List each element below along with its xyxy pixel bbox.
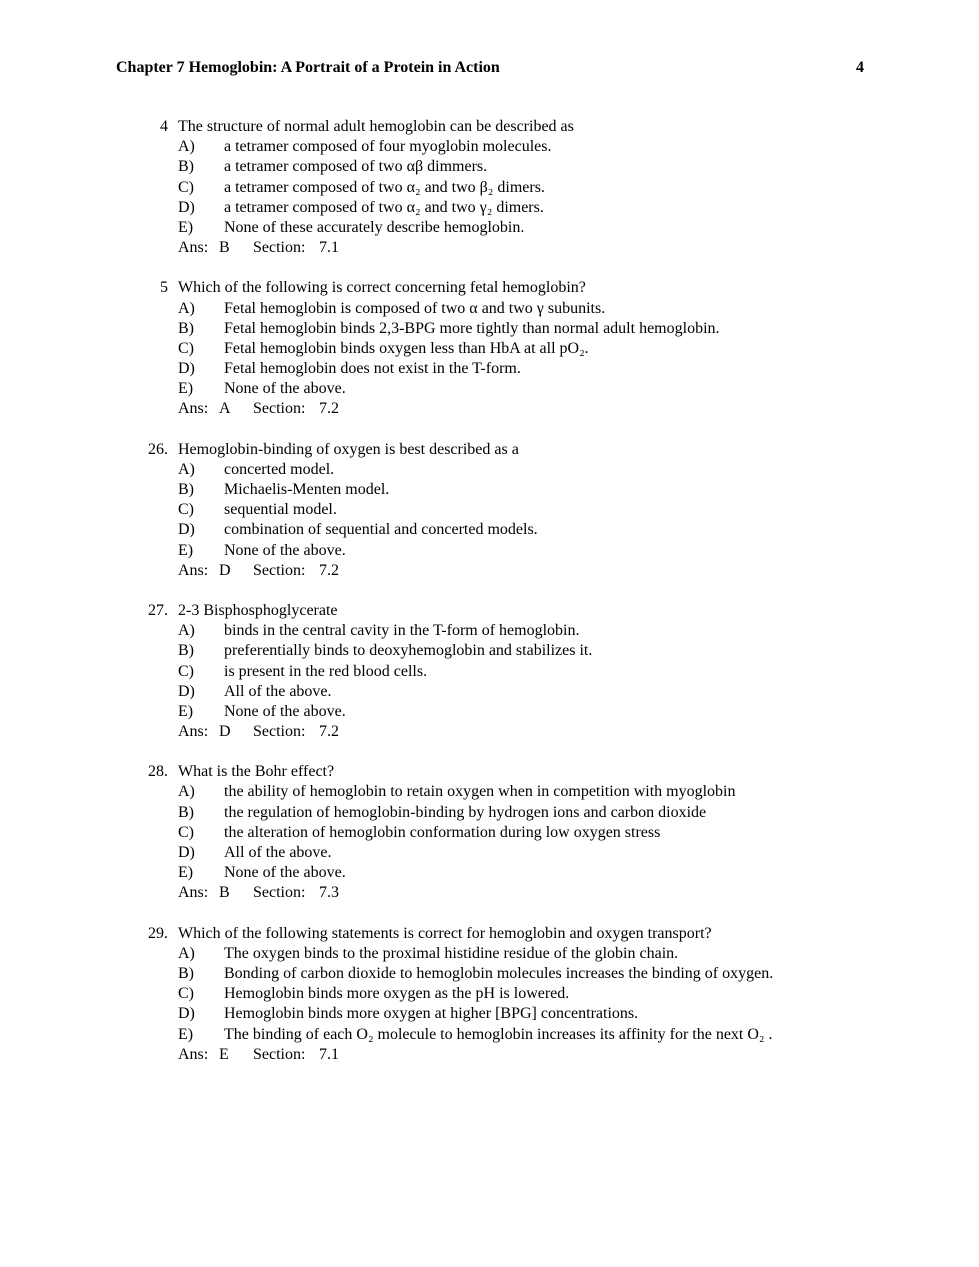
option-letter: B)	[178, 319, 194, 337]
option-text: None of the above.	[224, 702, 346, 720]
answer-option	[0, 682, 979, 702]
option-letter: B)	[178, 803, 194, 821]
option-text: Fetal hemoglobin binds oxygen less than HbA at all pO₂.	[224, 339, 589, 357]
option-text: Michaelis-Menten model.	[224, 481, 390, 498]
answer-option	[0, 964, 979, 984]
answer-option	[0, 1025, 979, 1045]
answer-option	[0, 843, 979, 863]
section-value: 7.1	[319, 239, 339, 257]
option-text: All of the above.	[224, 844, 332, 861]
answer-option	[0, 460, 979, 480]
option-letter: C)	[178, 823, 194, 841]
option-text: concerted model.	[224, 460, 335, 478]
question-stem-line	[0, 440, 979, 460]
option-text: the ability of hemoglobin to retain oxygen when in competition with myoglobin	[224, 783, 736, 801]
answer-option	[0, 823, 979, 843]
answer-label: Ans:	[178, 400, 209, 418]
option-text: All of the above.	[224, 682, 332, 700]
option-letter: E)	[178, 702, 194, 720]
option-letter: A)	[178, 944, 195, 962]
option-text: preferentially binds to deoxyhemoglobin and stabilizes it.	[224, 642, 593, 660]
answer-key-line	[0, 238, 979, 258]
answer-value: E	[219, 1045, 229, 1063]
option-text: None of these accurately describe hemoglobin.	[224, 218, 525, 236]
section-value: 7.3	[319, 884, 339, 902]
question-stem-line	[0, 278, 979, 298]
question-stem: Hemoglobin-binding of oxygen is best described as a	[178, 440, 519, 458]
option-text: a tetramer composed of two αβ dimmers.	[224, 158, 488, 176]
answer-value: D	[219, 561, 231, 579]
option-text: the alteration of hemoglobin conformation during low oxygen stress	[224, 823, 661, 841]
option-letter: E)	[178, 864, 194, 882]
question-list	[0, 117, 979, 1085]
section-label: Section:	[253, 1045, 306, 1063]
question-stem: Which of the following is correct concerning fetal hemoglobin?	[178, 279, 586, 297]
option-letter: C)	[178, 662, 194, 680]
option-letter: D)	[178, 521, 195, 539]
option-letter: B)	[178, 481, 194, 498]
question-number: 26.	[148, 440, 168, 458]
section-value: 7.1	[319, 1045, 339, 1063]
option-text: Fetal hemoglobin binds 2,3-BPG more tightly than normal adult hemoglobin.	[224, 319, 720, 337]
answer-option	[0, 319, 979, 339]
option-letter: D)	[178, 1005, 195, 1023]
chapter-title: Chapter 7 Hemoglobin: A Portrait of a Protein in Action	[116, 59, 500, 76]
answer-value: B	[219, 884, 230, 902]
option-text: a tetramer composed of two α₂ and two γ₂ dimers.	[224, 198, 544, 216]
answer-option	[0, 137, 979, 157]
answer-option	[0, 359, 979, 379]
answer-value: D	[219, 723, 231, 741]
option-letter: A)	[178, 299, 195, 317]
answer-value: A	[219, 400, 231, 418]
answer-option	[0, 641, 979, 661]
section-label: Section:	[253, 561, 306, 579]
question-item	[0, 117, 979, 258]
question-item	[0, 601, 979, 742]
option-text: The oxygen binds to the proximal histidine residue of the globin chain.	[224, 944, 679, 962]
option-letter: A)	[178, 622, 195, 640]
question-number: 28.	[148, 763, 168, 781]
answer-option	[0, 198, 979, 218]
section-label: Section:	[253, 884, 306, 902]
option-letter: D)	[178, 198, 195, 216]
question-item	[0, 440, 979, 581]
question-stem: The structure of normal adult hemoglobin can be described as	[178, 118, 574, 135]
answer-option	[0, 520, 979, 540]
answer-option	[0, 863, 979, 883]
option-letter: D)	[178, 844, 195, 861]
option-text: None of the above.	[224, 541, 346, 559]
option-text: None of the above.	[224, 380, 346, 398]
option-letter: C)	[178, 339, 194, 357]
answer-option	[0, 541, 979, 561]
section-value: 7.2	[319, 723, 339, 741]
answer-option	[0, 299, 979, 319]
answer-option	[0, 621, 979, 641]
question-stem-line	[0, 762, 979, 782]
option-letter: E)	[178, 218, 194, 236]
question-item	[0, 924, 979, 1065]
option-text: combination of sequential and concerted models.	[224, 521, 538, 539]
answer-label: Ans:	[178, 884, 209, 902]
answer-option	[0, 803, 979, 823]
option-letter: B)	[178, 158, 194, 176]
answer-label: Ans:	[178, 723, 209, 741]
answer-value: B	[219, 239, 230, 257]
option-text: a tetramer composed of two α₂ and two β₂ dimers.	[224, 178, 545, 196]
option-text: Hemoglobin binds more oxygen at higher [BPG] concentrations.	[224, 1005, 639, 1023]
option-text: Bonding of carbon dioxide to hemoglobin molecules increases the binding of oxygen.	[224, 964, 774, 982]
answer-option	[0, 702, 979, 722]
section-label: Section:	[253, 239, 306, 257]
option-text: Fetal hemoglobin is composed of two α and two γ subunits.	[224, 299, 606, 317]
option-letter: B)	[178, 642, 194, 660]
question-number: 4	[160, 118, 168, 135]
answer-key-line	[0, 883, 979, 903]
answer-option	[0, 500, 979, 520]
option-letter: D)	[178, 360, 195, 378]
answer-option	[0, 984, 979, 1004]
answer-key-line	[0, 561, 979, 581]
answer-option	[0, 379, 979, 399]
option-text: a tetramer composed of four myoglobin molecules.	[224, 138, 552, 156]
answer-key-line	[0, 1045, 979, 1065]
option-letter: E)	[178, 541, 194, 559]
answer-label: Ans:	[178, 561, 209, 579]
question-number: 29.	[148, 924, 168, 942]
question-stem-line	[0, 924, 979, 944]
question-stem: 2-3 Bisphosphoglycerate	[178, 601, 338, 619]
answer-option	[0, 339, 979, 359]
option-letter: D)	[178, 682, 195, 700]
answer-option	[0, 178, 979, 198]
question-item	[0, 762, 979, 903]
option-text: the regulation of hemoglobin-binding by hydrogen ions and carbon dioxide	[224, 803, 707, 821]
answer-option	[0, 782, 979, 802]
option-letter: A)	[178, 460, 195, 478]
question-item	[0, 278, 979, 419]
option-letter: C)	[178, 178, 194, 196]
section-value: 7.2	[319, 561, 339, 579]
answer-label: Ans:	[178, 239, 209, 257]
question-number: 27.	[148, 601, 168, 619]
question-number: 5	[160, 279, 168, 297]
option-text: Fetal hemoglobin does not exist in the T-form.	[224, 360, 521, 378]
option-text: None of the above.	[224, 864, 346, 882]
option-letter: C)	[178, 501, 194, 519]
answer-option	[0, 218, 979, 238]
answer-option	[0, 662, 979, 682]
answer-option	[0, 157, 979, 177]
option-text: sequential model.	[224, 501, 337, 519]
question-stem-line	[0, 117, 979, 137]
answer-label: Ans:	[178, 1045, 209, 1063]
answer-option	[0, 1004, 979, 1024]
question-stem: Which of the following statements is correct for hemoglobin and oxygen transport?	[178, 924, 712, 942]
option-text: Hemoglobin binds more oxygen as the pH is lowered.	[224, 985, 570, 1003]
question-stem: What is the Bohr effect?	[178, 763, 335, 781]
section-label: Section:	[253, 400, 306, 418]
option-text: is present in the red blood cells.	[224, 662, 428, 680]
option-text: The binding of each O₂ molecule to hemoglobin increases its affinity for the next O₂ .	[224, 1025, 773, 1043]
answer-key-line	[0, 722, 979, 742]
option-letter: A)	[178, 783, 195, 801]
section-label: Section:	[253, 723, 306, 741]
page-number: 4	[856, 59, 864, 76]
question-stem-line	[0, 601, 979, 621]
answer-option	[0, 944, 979, 964]
answer-option	[0, 480, 979, 500]
section-value: 7.2	[319, 400, 339, 418]
option-text: binds in the central cavity in the T-form of hemoglobin.	[224, 622, 580, 640]
option-letter: B)	[178, 964, 194, 982]
option-letter: E)	[178, 380, 194, 398]
option-letter: E)	[178, 1025, 194, 1043]
option-letter: A)	[178, 138, 195, 156]
answer-key-line	[0, 399, 979, 419]
option-letter: C)	[178, 985, 194, 1003]
